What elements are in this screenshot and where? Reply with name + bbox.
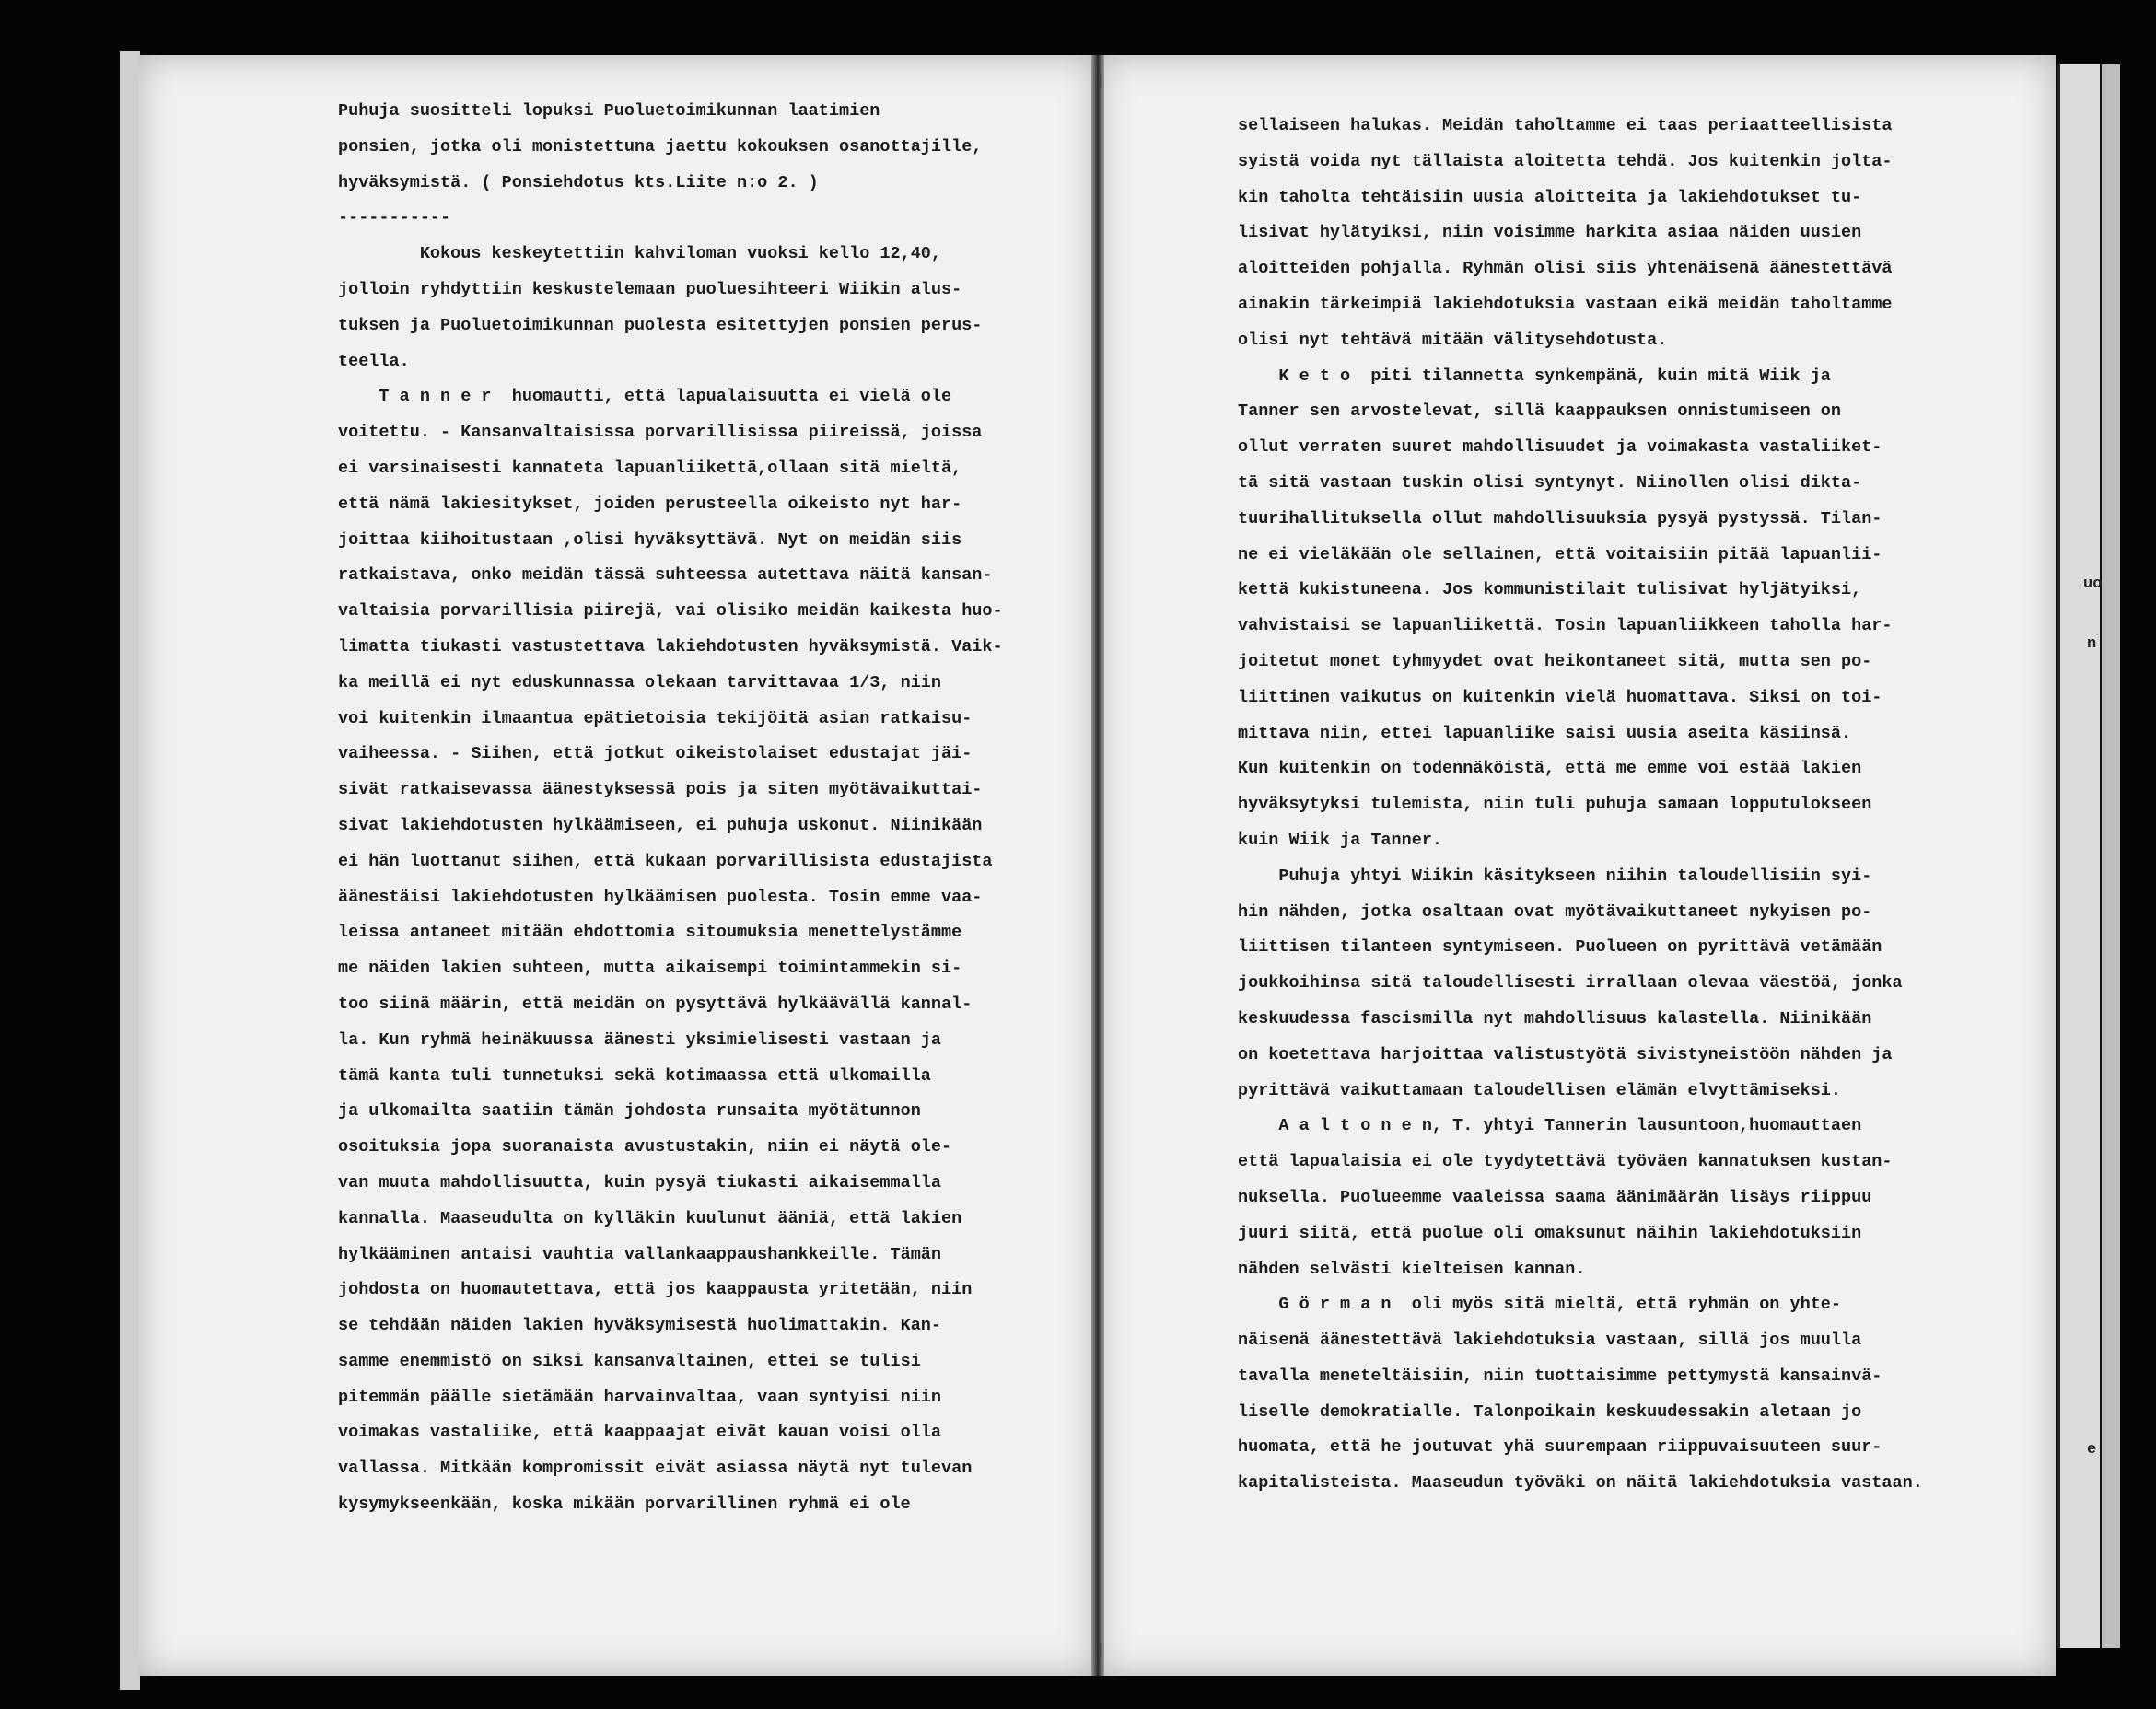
text-line: lisivat hylätyiksi, niin voisimme harkita asiaa näiden uusien xyxy=(1238,223,1862,243)
text-line: pyrittävä vaikuttamaan taloudellisen elämän elvyttämiseksi. xyxy=(1238,1080,1842,1100)
text-line: hylkääminen antaisi vauhtia vallankaappaushankkeille. Tämän xyxy=(338,1244,942,1264)
text-line: kettä kukistuneena. Jos kommunistilait tulisivat hyljätyiksi, xyxy=(1238,580,1862,600)
text-line: syistä voida nyt tällaista aloitetta tehdä. Jos kuitenkin jolta- xyxy=(1238,151,1893,171)
text-line: samme enemmistö on siksi kansanvaltainen, ettei se tulisi xyxy=(338,1351,921,1371)
text-line: tavalla meneteltäisiin, niin tuottaisimme pettymystä kansainvä- xyxy=(1238,1366,1882,1386)
text-line: juuri siitä, että puolue oli omaksunut näihin lakiehdotuksiin xyxy=(1238,1223,1862,1243)
text-line: sivät ratkaisevassa äänestyksessä pois ja siten myötävaikuttai- xyxy=(338,780,983,800)
text-line: ponsien, jotka oli monistettuna jaettu kokouksen osanottajille, xyxy=(338,136,983,157)
text-line: mittava niin, ettei lapuanliike saisi uusia aseita käsiinsä. xyxy=(1238,723,1852,743)
text-line: ja ulkomailta saatiin tämän johdosta runsaita myötätunnon xyxy=(338,1101,921,1122)
left-page-text xyxy=(338,94,1003,1523)
text-line: kin taholta tehtäisiin uusia aloitteita ja lakiehdotukset tu- xyxy=(1238,187,1862,207)
text-line: se tehdään näiden lakien hyväksymisestä huolimattakin. Kan- xyxy=(338,1316,942,1336)
text-line: la. Kun ryhmä heinäkuussa äänesti yksimielisesti vastaan ja xyxy=(338,1029,942,1050)
text-line: aloitteiden pohjalla. Ryhmän olisi siis yhtenäisenä äänestettävä xyxy=(1238,259,1893,279)
text-line: liselle demokratialle. Talonpoikain keskuudessakin aletaan jo xyxy=(1238,1401,1862,1422)
text-line: johdosta on huomautettava, että jos kaappausta yritetään, niin xyxy=(338,1280,973,1300)
text-line: vahvistaisi se lapuanliikettä. Tosin lapuanliikkeen taholla har- xyxy=(1238,616,1893,636)
text-line: tämä kanta tuli tunnetuksi sekä kotimaassa että ulkomailla xyxy=(338,1065,931,1086)
text-line: Tanner sen arvostelevat, sillä kaappauksen onnistumiseen on xyxy=(1238,401,1842,422)
text-line: hyväksymistä. ( Ponsiehdotus kts.Liite n:o 2. ) xyxy=(338,172,819,192)
text-line: tuksen ja Puoluetoimikunnan puolesta esitettyjen ponsien perus- xyxy=(338,315,983,335)
text-line: hyväksytyksi tulemista, niin tuli puhuja samaan lopputulokseen xyxy=(1238,795,1872,815)
text-line: että lapualaisia ei ole tyydytettävä työväen kannatuksen kustan- xyxy=(1238,1152,1893,1172)
text-line: pitemmän päälle sietämään harvainvaltaa, vaan syntyisi niin xyxy=(338,1387,942,1407)
text-line: A a l t o n e n, T. yhtyi Tannerin lausuntoon,huomauttaen xyxy=(1238,1116,1862,1136)
text-line: nähden selvästi kielteisen kannan. xyxy=(1238,1259,1586,1279)
text-line: äänestäisi lakiehdotusten hylkäämisen puolesta. Tosin emme vaa- xyxy=(338,887,983,907)
text-line: ne ei vieläkään ole sellainen, että voitaisiin pitää lapuanlii- xyxy=(1238,544,1882,564)
text-line: me näiden lakien suhteen, mutta aikaisempi toimintammekin si- xyxy=(338,959,962,979)
text-line: ka meillä ei nyt eduskunnassa olekaan tarvittavaa 1/3, niin xyxy=(338,672,942,692)
left-binding-rim xyxy=(120,51,140,1690)
text-line: leissa antaneet mitään ehdottomia sitoumuksia menettelystämme xyxy=(338,923,962,943)
right-page-text xyxy=(1238,109,1923,1502)
text-line: limatta tiukasti vastustettava lakiehdotusten hyväksymistä. Vaik- xyxy=(338,636,1003,657)
text-line: van muuta mahdollisuutta, kuin pysyä tiukasti aikaisemmalla xyxy=(338,1172,942,1192)
text-line: joittaa kiihoitustaan ,olisi hyväksyttävä. Nyt on meidän siis xyxy=(338,529,962,550)
page-edge-strip-outer xyxy=(2100,64,2120,1648)
text-line: ----------- xyxy=(338,208,451,228)
text-line: tä sitä vastaan tuskin olisi syntynyt. Niinollen olisi dikta- xyxy=(1238,472,1862,493)
text-line: Puhuja yhtyi Wiikin käsitykseen niihin taloudellisiin syi- xyxy=(1238,866,1872,886)
page-edge-strip xyxy=(2057,64,2103,1648)
text-line: nuksella. Puolueemme vaaleissa saama äänimäärän lisäys riippuu xyxy=(1238,1187,1872,1207)
text-line: Kun kuitenkin on todennäköistä, että me emme voi estää lakien xyxy=(1238,759,1862,779)
text-line: vaiheessa. - Siihen, että jotkut oikeistolaiset edustajat jäi- xyxy=(338,744,973,764)
text-line: K e t o piti tilannetta synkempänä, kuin mitä Wiik ja xyxy=(1238,366,1831,386)
text-line: ainakin tärkeimpiä lakiehdotuksia vastaan eikä meidän taholtamme xyxy=(1238,294,1893,314)
text-line: T a n n e r huomautti, että lapualaisuutta ei vielä ole xyxy=(338,387,952,407)
text-line: huomata, että he joutuvat yhä suurempaan riippuvaisuuteen suur- xyxy=(1238,1437,1882,1458)
text-line: too siinä määrin, että meidän on pysyttävä hylkäävällä kannal- xyxy=(338,994,973,1014)
text-line: ei varsinaisesti kannateta lapuanliikettä,ollaan sitä mieltä, xyxy=(338,458,962,478)
text-line: ei hän luottanut siihen, että kukaan porvarillisista edustajista xyxy=(338,851,993,871)
text-line: ollut verraten suuret mahdollisuudet ja voimakasta vastaliiket- xyxy=(1238,437,1882,458)
text-line: ratkaistava, onko meidän tässä suhteessa autettava näitä kansan- xyxy=(338,565,993,586)
text-line: teella. xyxy=(338,351,410,371)
text-line: vallassa. Mitkään kompromissit eivät asiassa näytä nyt tulevan xyxy=(338,1459,973,1479)
edge-fragment: n xyxy=(2087,635,2097,653)
text-line: on koetettava harjoittaa valistustyötä sivistyneistöön nähden ja xyxy=(1238,1044,1893,1064)
text-line: näisenä äänestettävä lakiehdotuksia vastaan, sillä jos muulla xyxy=(1238,1331,1862,1351)
text-line: valtaisia porvarillisia piirejä, vai olisiko meidän kaikesta huo- xyxy=(338,601,1003,622)
text-line: Puhuja suositteli lopuksi Puoluetoimikunnan laatimien xyxy=(338,101,880,121)
text-line: G ö r m a n oli myös sitä mieltä, että ryhmän on yhte- xyxy=(1238,1295,1842,1315)
text-line: että nämä lakiesitykset, joiden perusteella oikeisto nyt har- xyxy=(338,494,962,514)
text-line: tuurihallituksella ollut mahdollisuuksia pysyä pystyssä. Tilan- xyxy=(1238,508,1882,529)
text-line: osoituksia jopa suoranaista avustustakin, niin ei näytä ole- xyxy=(338,1137,952,1157)
text-line: joitetut monet tyhmyydet ovat heikontaneet sitä, mutta sen po- xyxy=(1238,651,1872,671)
text-line: sivat lakiehdotusten hylkäämiseen, ei puhuja uskonut. Niinikään xyxy=(338,815,983,835)
text-line: joukkoihinsa sitä taloudellisesti irrallaan olevaa väestöä, jonka xyxy=(1238,973,1903,994)
text-line: kysymykseenkään, koska mikään porvarillinen ryhmä ei ole xyxy=(338,1494,911,1515)
text-line: liittinen vaikutus on kuitenkin vielä huomattava. Siksi on toi- xyxy=(1238,687,1882,707)
text-line: Kokous keskeytettiin kahviloman vuoksi kello 12,40, xyxy=(338,244,942,264)
text-line: keskuudessa fascismilla nyt mahdollisuus kalastella. Niinikään xyxy=(1238,1008,1872,1029)
text-line: kapitalisteista. Maaseudun työväki on näitä lakiehdotuksia vastaan. xyxy=(1238,1473,1923,1494)
text-line: sellaiseen halukas. Meidän taholtamme ei taas periaatteellisista xyxy=(1238,116,1893,135)
text-line: kannalla. Maaseudulta on kylläkin kuulunut ääniä, että lakien xyxy=(338,1208,962,1228)
edge-fragment: uo xyxy=(2083,575,2103,593)
text-line: hin nähden, jotka osaltaan ovat myötävaikuttaneet nykyisen po- xyxy=(1238,901,1872,922)
edge-fragment: e xyxy=(2087,1441,2097,1459)
text-line: voi kuitenkin ilmaantua epätietoisia tekijöitä asian ratkaisu- xyxy=(338,708,973,728)
text-line: voimakas vastaliike, että kaappaajat eivät kauan voisi olla xyxy=(338,1423,942,1443)
text-line: voitettu. - Kansanvaltaisissa porvarillisissa piireissä, joissa xyxy=(338,423,983,443)
text-line: jolloin ryhdyttiin keskustelemaan puoluesihteeri Wiikin alus- xyxy=(338,279,962,299)
text-line: kuin Wiik ja Tanner. xyxy=(1238,830,1443,850)
book-gutter xyxy=(1091,55,1104,1676)
text-line: olisi nyt tehtävä mitään välitysehdotusta. xyxy=(1238,330,1668,350)
text-line: liittisen tilanteen syntymiseen. Puolueen on pyrittävä vetämään xyxy=(1238,937,1882,958)
